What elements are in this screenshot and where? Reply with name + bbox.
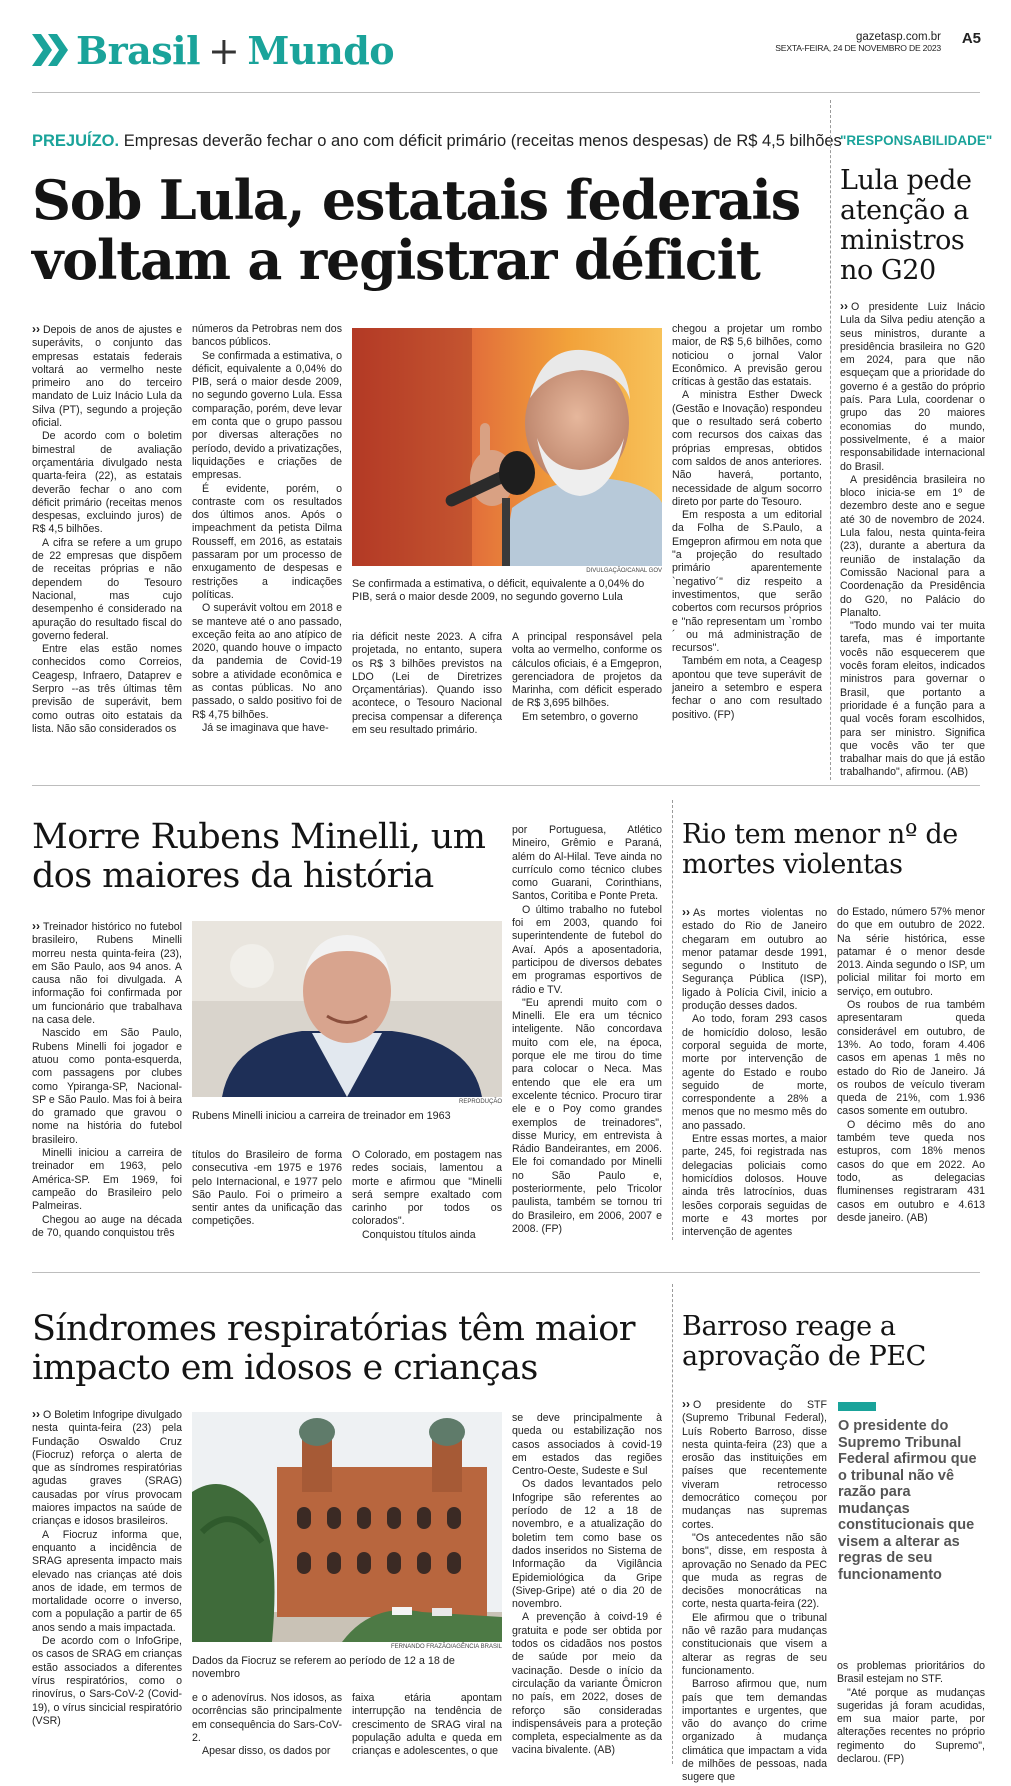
sindromes-column-2: e o adenovírus. Nos idosos, as ocorrências são principalmente em consequência do Sars-CoV-2. Apesar disso, os dados por <box>192 1692 342 1758</box>
barroso-pullquote: O presidente do Supremo Tribunal Federal afirmou que o tribunal não vê razão para mudanças constitucionais que visem a alterar as regras de seu funcionamento <box>838 1418 977 1583</box>
bullet-marker-icon: ›› <box>32 919 40 933</box>
minelli-column-2: títulos do Brasileiro de forma consecutiva -em 1975 e 1976 pelo Internacional, e 1977 pelo São Paulo. Foi o primeiro a sentir antes da unificação das competições. <box>192 1149 342 1228</box>
lead-column-3: ria déficit neste 2023. A cifra projetada, no entanto, supera os R$ 3 bilhões previstos na LDO (Lei de Diretrizes Orçamentárias). Quando isso acontece, o Tesouro Nacional precisa compensar a diferença em seu resultado primário. <box>352 631 502 737</box>
lead-column-1: ›› Depois de anos de ajustes e superávits, o conjunto das empresas estatais federais voltará ao vermelho neste primeiro ano do terceiro mandato de Luiz Inácio Lula da Silva (PT), segundo a projeção oficial. De acordo com o boletim bimestral de avaliação orçamentária divulgado nesta quarta-feira (22), as estatais deverão fechar o ano com déficit primário (receitas menos despesas, excluindo juros) de R$ 4,5 bilhões. A cifra se refere a um grupo de 22 empresas que dispõem de receitas próprias e não dependem do Tesouro Nacional, mas cujo desempenho é considerado na apuração do resultado fiscal do governo federal. Entre elas estão nomes conhecidos como Correios, Ceagesp, Infraero, Dataprev e Serpro --as três últimas têm previsão de superávit, bem como outras oito estatais da lista. Não são considerados os <box>32 322 182 735</box>
site-url: gazetasp.com.br <box>855 31 941 43</box>
rio-column-2: do Estado, número 57% menor do que em outubro de 2022. Na série histórica, esse patamar é o menor desde 2013. Ainda segundo o ISP, um policial militar foi morto em serviço, em outubro. Os roubos de rua também apresentaram queda considerável em outubro, de 13%. Ao todo, foram 4.406 casos em apenas 1 mês no estado do Rio de Janeiro. Já os roubos de veículo tiveram queda de 21%, com 1.936 casos somente em outubro. O décimo mês do ano também teve queda nos estupros, com 18% menos casos do que em 2022. Ao todo, as delegacias fluminenses registraram 431 casos em outubro e 4.613 desde janeiro. (AB) <box>837 906 985 1224</box>
rio-column-1: ›› As mortes violentas no estado do Rio de Janeiro chegaram em outubro ao menor patamar desde 1991, segundo o Instituto de Segurança Pública (ISP), ligado à Polícia Civil, inicio a produção desses dados. Ao todo, foram 293 casos de homicídio doloso, lesão corporal seguida de morte, morte por intervenção de agente do Estado e roubo seguido de morte, correspondente a 28% a menos que no mesmo mês do ano passado. Entre essas mortes, a maior parte, 245, foi registrada nas delegacias policiais como homicídios dolosos. Houve ainda três latrocínios, duas lesões corporais seguidas de morte e 43 mortes por intervenção de agentes <box>682 905 827 1239</box>
barroso-headline: Barroso reage a aprovação de PEC <box>682 1311 926 1372</box>
minelli-column-4: por Portuguesa, Atlético Mineiro, Grêmio e Paraná, além do Al-Hilal. Teve ainda no currículo como técnico clubes como Guarani, Corinthians, Santos, Coritiba e Ponte Preta. O último trabalho no futebol foi em 2003, quando foi superintendente de futebol do Avaí. Após a aposentadoria, participou de diversos debates em programas esportivos de rádio e TV. "Eu aprendi muito com o Minelli. Ele era um técnico inteligente. Não concordava muito com ele, na época, porque ele me tirou do time para colocar o Neca. Mas entendo que ele era um excelente técnico. Procuro tirar ele e o Poy como grandes exemplos de treinadores", disse Muricy, em entrevista à Rádio Bandeirantes, em 2006. Ele foi comandado por Minelli no São Paulo e, posteriormente, pelo Tricolor paulista, também se tornou tri do Brasileiro, em 2006, 2007 e 2008. (FP) <box>512 824 662 1235</box>
edition-date: SEXTA-FEIRA, 24 DE NOVEMBRO DE 2023 <box>775 43 941 53</box>
page-number: A5 <box>961 30 981 47</box>
minelli-column-3: O Colorado, em postagem nas redes sociais, lamentou a morte e afirmou que "Minelli será sempre exaltado com carinho por todos os colorados". Conquistou títulos ainda <box>352 1149 502 1241</box>
column-divider <box>830 100 831 780</box>
minelli-photo-credit: REPRODUÇÃO <box>458 1099 502 1105</box>
section-logo <box>32 27 395 73</box>
sindromes-column-1: ›› O Boletim Infogripe divulgado nesta quinta-feira (23) pela Fundação Oswaldo Cruz (Fiocruz) reforça o alerta de que as síndromes respiratórias agudas graves (SRAG) causadas por vírus provocam maiores impactos na saúde de crianças e idosos brasileiros. A Fiocruz informa que, enquanto a incidência de SRAG apresenta impacto mais elevado nas crianças até dois anos de idade, em termos de mortalidade ocorre o inverso, com a população a partir de 65 anos sendo a mais impactada. De acordo com o InfoGripe, os casos de SRAG em crianças estão associados a diferentes vírus respiratórios, como o rinovírus, o Sars-CoV-2 (Covid-19), o vírus sincicial respiratório (VSR) <box>32 1407 182 1727</box>
bullet-marker-icon: ›› <box>32 1407 40 1421</box>
double-chevron-icon <box>32 34 70 66</box>
minelli-photo <box>192 921 502 1097</box>
minelli-headline: Morre Rubens Minelli, um dos maiores da história <box>32 817 486 896</box>
lula-photo <box>352 328 662 566</box>
masthead-info <box>775 31 941 53</box>
bullet-marker-icon: ›› <box>840 299 848 313</box>
barroso-column-2: os problemas prioritários do Brasil estejam no STF. "Até porque as mudanças sugeridas já foram acudidas, em sua maior parte, por alterações recentes no próprio regimento do Supremo", declarou. (FP) <box>837 1660 985 1766</box>
lead-photo-caption: Se confirmada a estimativa, o déficit, equivalente a 0,04% do PIB, será o maior desde 2009, no segundo governo Lula <box>352 578 645 603</box>
barroso-column-1: ›› O presidente do STF (Supremo Tribunal Federal), Luís Roberto Barroso, disse nesta quinta-feira (23) que a erosão das instituições em países que recentemente viveram retrocesso democrático começou por mudanças nas supremas cortes. "Os antecedentes não são bons", disse, em resposta à aprovação no Senado da PEC que muda as regras de decisões monocráticas na corte, nesta quarta-feira (22). Ele afirmou que o tribunal não vê razão para mudanças constitucionais que visem a alterar as regras de seu funcionamento. Barroso afirmou que, num país que tem demandas importantes e urgentes, que vão do avanço do crime organizado à mudança climática que impactam a vida de milhões de pessoas, nada sugere que <box>682 1397 827 1784</box>
bullet-marker-icon: ›› <box>682 1397 690 1411</box>
column-divider <box>672 800 673 1240</box>
lead-photo-credit: DIVULGAÇÃO/CANAL GOV <box>586 568 662 574</box>
sidebar-body: ›› O presidente Luiz Inácio Lula da Silva pediu atenção a seus ministros, durante a presidência brasileira no G20 em 2024, para que não esqueçam que a prioridade do governo é a gestão do próprio país. Para Lula, coordenar o grupo das 20 maiores economias do mundo, possivelmente, é a maior responsabilidade internacional do Brasil. A presidência brasileira no bloco inicia-se em 1º de dezembro deste ano e segue até 30 de novembro de 2024. Lula falou, nesta quinta-feira (23), durante a abertura da reunião de instalação da Comissão Nacional para a Coordenação da Presidência do G20, no Palácio do Planalto. "Todo mundo vai ter muita tarefa, mas é importante vocês não esquecerem que vocês foram eleitos, indicados ministros para governar o Brasil, que portanto a prioridade é a função para a qual vocês foram escolhidos, para ser ministro. Significa que vocês vão ter que trabalhar mais do que já estão trabalhando", afirmou. (AB) <box>840 299 985 779</box>
pullquote-accent-bar <box>838 1402 876 1411</box>
lead-kicker: PREJUÍZO. Empresas deverão fechar o ano com déficit primário (receitas menos despesas) de R$ 4,5 bilhões <box>32 132 842 150</box>
minelli-column-1: ›› Treinador histórico no futebol brasileiro, Rubens Minelli morreu nesta quinta-feira (23), em São Paulo, aos 94 anos. A causa não foi divulgada. A informação foi confirmada por um funcionário que trabalhava na casa dele. Nascido em São Paulo, Rubens Minelli foi jogador e atuou como ponta-esquerda, com passagens por clubes como Ypiranga-SP, Nacional-SP e São Paulo. Mas foi à beira do gramado que gravou o nome na história do futebol brasileiro. Minelli iniciou a carreira de treinador em 1963, pelo América-SP. Em 1969, foi campeão do Brasileiro pelo Palmeiras. Chegou ao auge na década de 70, quando conquistou três <box>32 919 182 1239</box>
sidebar-kicker: "RESPONSABILIDADE" <box>840 133 993 148</box>
lead-column-2: números da Petrobras nem dos bancos públicos. Se confirmada a estimativa, o déficit, equivalente a 0,04% do PIB, será o maior desde 2009, no segundo governo Lula. Essa comparação, porém, deve levar em conta que o grupo passou por diversas alterações no período, devido a privatizações, liquidações e criações de empresas. É evidente, porém, o contraste com os resultados dos últimos anos. Após o impeachment da petista Dilma Rousseff, em 2016, as estatais passaram por um processo de enxugamento de despesas e restrições a indicações políticas. O superávit voltou em 2018 e se manteve até o ano passado, exceção feita ao ano atípico de 2020, quando houve o impacto da pandemia de Covid-19 sobre a atividade econômica e as contas públicas. No ano passado, o saldo positivo foi de R$ 4,75 bilhões. Já se imaginava que have- <box>192 323 342 734</box>
sindromes-column-3: faixa etária apontam interrupção na tendência de crescimento de SRAG viral na população adulta e queda em crianças e adolescentes, o que <box>352 1692 502 1758</box>
column-divider <box>672 1284 673 1764</box>
lead-column-4: A principal responsável pela volta ao vermelho, conforme os cálculos oficiais, é a Emgepron, gerenciadora de projetos da Marinha, com déficit esperado de R$ 3,695 bilhões. Em setembro, o governo <box>512 631 662 723</box>
bullet-marker-icon: ›› <box>32 322 40 336</box>
rio-headline: Rio tem menor nº de mortes violentas <box>682 819 958 880</box>
sindromes-headline: Síndromes respiratórias têm maior impacto em idosos e crianças <box>32 1309 635 1388</box>
section-rule <box>32 1272 980 1273</box>
header-rule <box>32 92 980 93</box>
lead-column-5: chegou a projetar um rombo maior, de R$ 5,6 bilhões, como noticiou o jornal Valor Econômico. A previsão gerou críticas à gestão das estatais. A ministra Esther Dweck (Gestão e Inovação) respondeu que o resultado será coberto com recursos dos caixas das próprias empresas, obtidos com saldos de anos anteriores. Não haverá, portanto, necessidade de algum socorro direto por parte do Tesouro. Em resposta a um editorial da Folha de S.Paulo, a Emgepron afirmou em nota que "a projeção do resultado primário aparentemente `negativo´" diz respeito a investimentos, que serão cobertos com recursos próprios e "não representam um `rombo´ ou má administração de recursos". Também em nota, a Ceagesp apontou que teve superávit de janeiro a setembro e espera fechar o ano com resultado positivo. (FP) <box>672 323 822 721</box>
fiocruz-photo <box>192 1412 502 1642</box>
fiocruz-photo-credit: FERNANDO FRAZÃO/AGÊNCIA BRASIL <box>390 1644 502 1650</box>
section-rule <box>32 785 980 786</box>
fiocruz-photo-caption: Dados da Fiocruz se referem ao período de 12 a 18 de novembro <box>192 1655 455 1680</box>
sindromes-column-4: se deve principalmente à queda ou estabilização nos casos associados à covid-19 em estados das regiões Centro-Oeste, Sudeste e Sul Os dados levantados pelo Infogripe são referentes ao período de 12 a 18 de novembro, e a atualização do boletim tem como base os dados inseridos no Sistema de Informação da Vigilância Epidemiológica da Gripe (Sivep-Gripe) até o dia 20 de novembro. A prevenção à coivd-19 é gratuita e pode ser obtida por todos os cidadãos nos postos de saúde por meio da vacinação. Desde o início da circulação da variante Ômicron no país, em 2022, doses de reforço são consideradas indispensáveis para a proteção completa, especialmente as da vacina bivalente. (AB) <box>512 1412 662 1757</box>
minelli-photo-caption: Rubens Minelli iniciou a carreira de treinador em 1963 <box>192 1110 451 1122</box>
lead-headline: Sob Lula, estatais federais voltam a registrar déficit <box>32 168 800 292</box>
sidebar-headline: Lula pede atenção a ministros no G20 <box>840 165 972 286</box>
section-title: Brasil + Mundo <box>76 27 395 73</box>
bullet-marker-icon: ›› <box>682 905 690 919</box>
